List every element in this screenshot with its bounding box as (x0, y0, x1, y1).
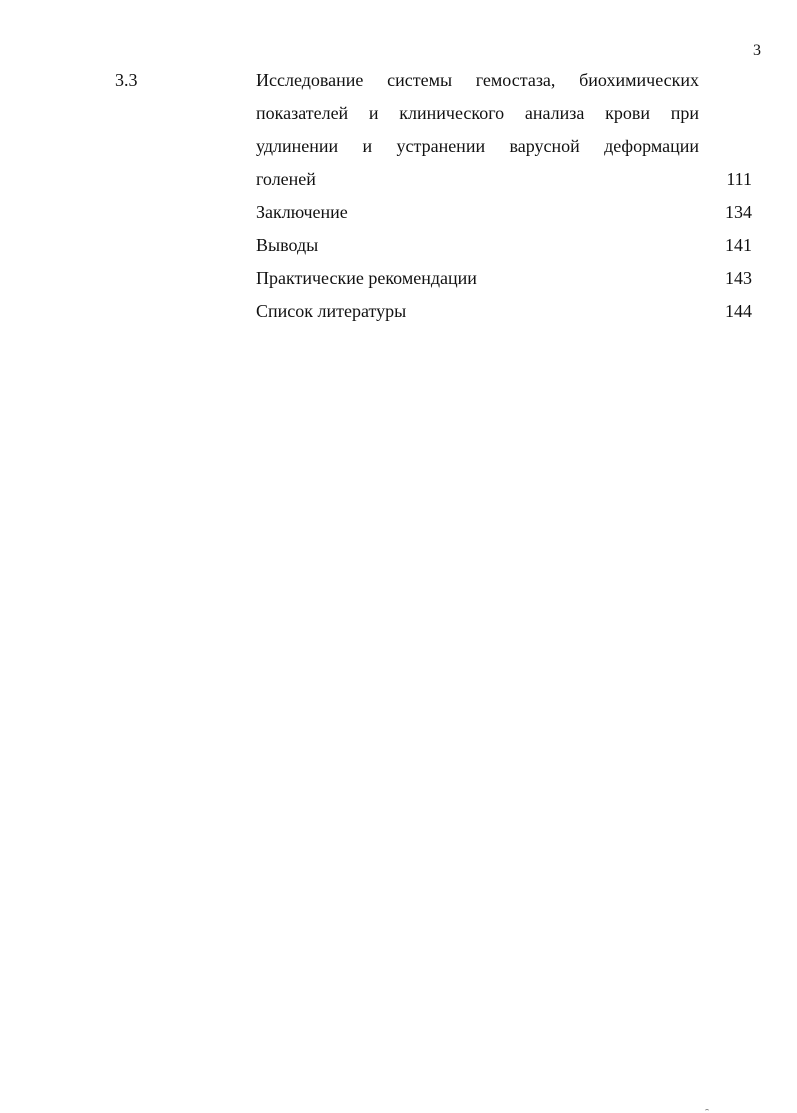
toc-page-number: 143 (725, 268, 752, 288)
toc-entry-findings (0, 229, 797, 262)
toc-title-line (256, 64, 699, 97)
toc-entry-references (0, 295, 797, 328)
toc-title-word: клинического (399, 103, 505, 123)
toc-page-number: 134 (725, 202, 752, 222)
toc-title-word: варусной (509, 136, 580, 156)
toc-entry-title: Заключение (256, 202, 348, 222)
toc-title-word: и (368, 103, 379, 123)
toc-title-word: удлинении (256, 136, 339, 156)
toc-title-word: анализа (524, 103, 585, 123)
toc-title-word: голеней (256, 169, 316, 189)
toc-page-number: 111 (726, 169, 752, 189)
scan-artifact-mark (705, 1109, 709, 1113)
toc-entry-title: Список литературы (256, 301, 407, 321)
toc-title-line (256, 130, 699, 163)
toc-entry-conclusion (0, 196, 797, 229)
toc-title-word: крови (605, 103, 650, 123)
toc-title-word: устранении (396, 136, 486, 156)
toc-title-line (256, 163, 699, 196)
toc-title-word: системы (387, 70, 453, 90)
page-number: 3 (753, 42, 761, 59)
toc-title-line (256, 97, 699, 130)
toc-section-number: 3.3 (115, 70, 138, 90)
toc-title-word: гемостаза, (475, 70, 556, 90)
toc-title-word: деформации (604, 136, 699, 156)
toc-title-word: и (362, 136, 373, 156)
toc-page-number: 144 (725, 301, 752, 321)
toc-entry-title: Практические рекомендации (256, 268, 477, 288)
toc-title-word: показателей (256, 103, 349, 123)
toc-title-word: биохимических (579, 70, 699, 90)
toc-title-word: при (670, 103, 699, 123)
toc-entry-title: Выводы (256, 235, 319, 255)
toc-entry-3-3 (0, 64, 797, 196)
toc-entry-title (256, 64, 699, 196)
toc-page-number: 141 (725, 235, 752, 255)
toc-entry-recommendations (0, 262, 797, 295)
toc-title-word: Исследование (256, 70, 364, 90)
